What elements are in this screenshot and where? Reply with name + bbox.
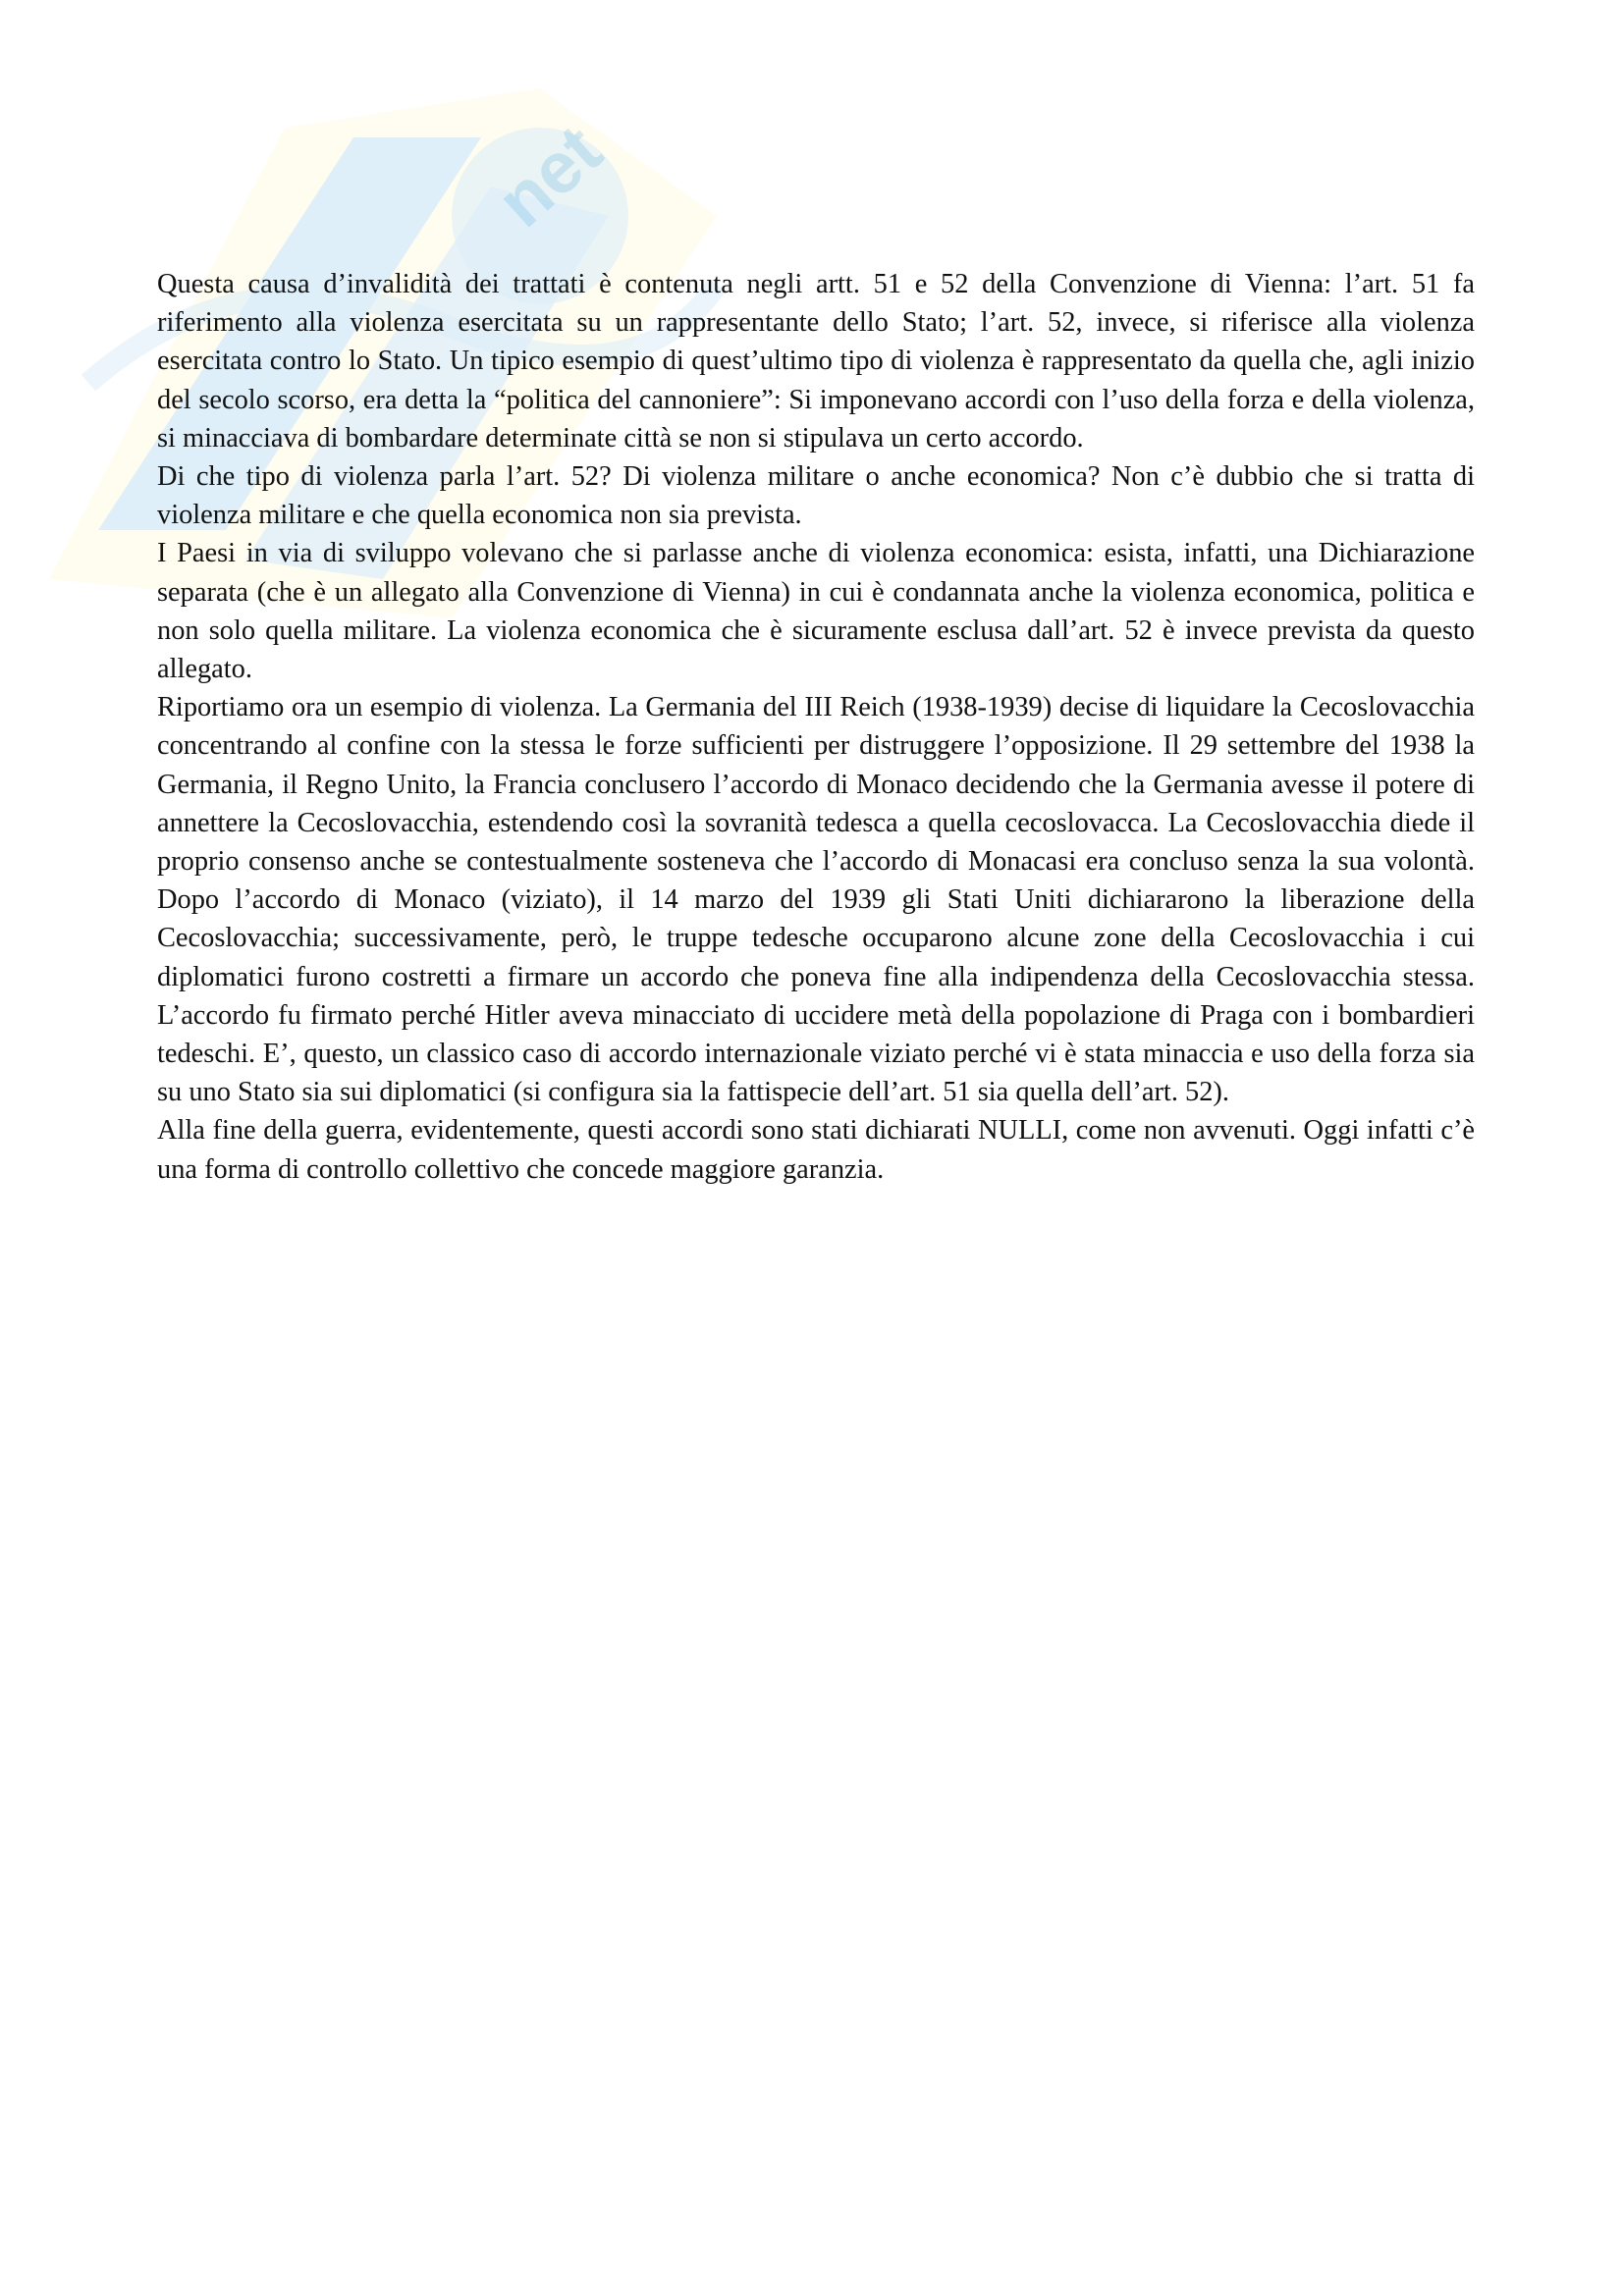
paragraph-4: Riportiamo ora un esempio di violenza. La Germania del III Reich (1938-1939) decise di liquidare la Cecoslovacchia concentrando al confine con la stessa le forze sufficienti per distruggere l’opposizione. Il 29 settembre del 1938 la Germania, il Regno Unito, la Francia conclusero l’accordo di Monaco decidendo che la Germania avesse il potere di annettere la Cecoslovacchia, estendendo così la sovranità tedesca a quella cecoslovacca. La Cecoslovacchia diede il proprio consenso anche se contestualmente sosteneva che l’accordo di Monacasi era concluso senza la sua volontà. Dopo l’accordo di Monaco (viziato), il 14 marzo del 1939 gli Stati Uniti dichiararono la liberazione della Cecoslovacchia; successivamente, però, le truppe tedesche occuparono alcune zone della Cecoslovacchia i cui diplomatici furono costretti a firmare un accordo che poneva fine alla indipendenza della Cecoslovacchia stessa. L’accordo fu firmato perché Hitler aveva minacciato di uccidere metà della popolazione di Praga con i bombardieri tedeschi. E’, questo, un classico caso di accordo internazionale viziato perché vi è stata minaccia e uso della forza sia su uno Stato sia sui diplomatici (si configura sia la fattispecie dell’art. 51 sia quella dell’art. 52).: [157, 692, 1475, 1108]
watermark-brand: net: [481, 108, 618, 242]
paragraph-2: Di che tipo di violenza parla l’art. 52? Di violenza militare o anche economica? Non c’è dubbio che si tratta di violenza militare e che quella economica non sia prevista.: [157, 461, 1475, 531]
paragraph-5: Alla fine della guerra, evidentemente, questi accordi sono stati dichiarati NULLI, come non avvenuti. Oggi infatti c’è una forma di controllo collettivo che concede maggiore garanzia.: [157, 1115, 1475, 1185]
paragraph-3: I Paesi in via di sviluppo volevano che si parlasse anche di violenza economica: esista, infatti, una Dichiarazione separata (che è un allegato alla Convenzione di Vienna) in cui è condannata anche la violenza economica, politica e non solo quella militare. La violenza economica che è sicuramente esclusa dall’art. 52 è invece prevista da questo allegato.: [157, 538, 1475, 685]
paragraph-1: Questa causa d’invalidità dei trattati è contenuta negli artt. 51 e 52 della Convenzione di Vienna: l’art. 51 fa riferimento alla violenza esercitata su un rappresentante dello Stato; l’art. 52, invece, si riferisce alla violenza esercitata contro lo Stato. Un tipico esempio di quest’ultimo tipo di violenza è rappresentato da quella che, agli inizio del secolo scorso, era detta la “politica del cannoniere”: Si imponevano accordi con l’uso della forza e della violenza, si minacciava di bombardare determinate città se non si stipulava un certo accordo.: [157, 269, 1475, 454]
document-body: [157, 265, 1475, 1189]
